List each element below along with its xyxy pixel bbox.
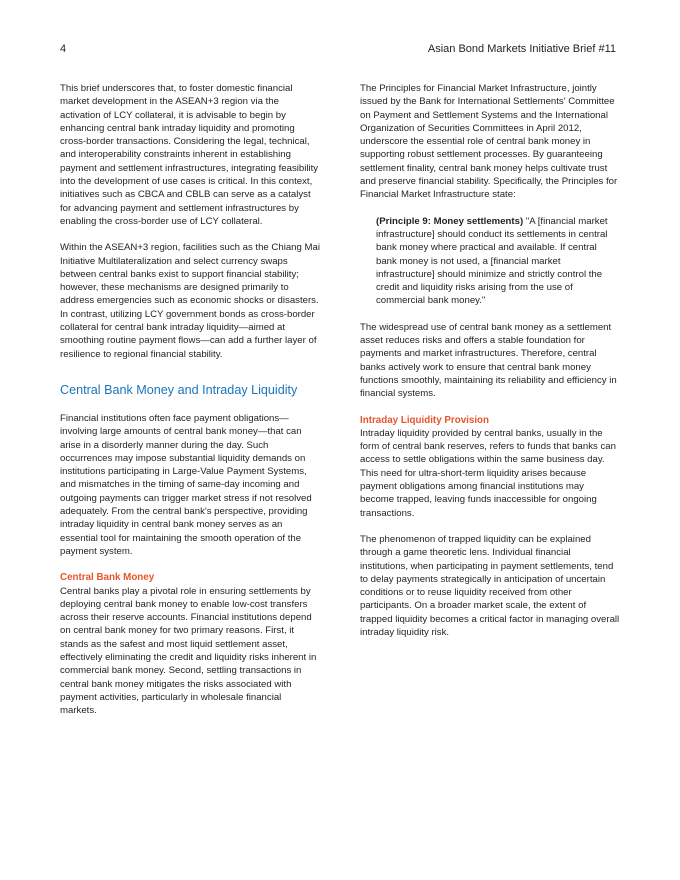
principle-quote [376,215,620,308]
central-bank-money-paragraph: Central banks play a pivotal role in ensuring settlements by deploying central bank money to enable low-cost transfers across their reserve accounts. Financial institutions depend on central bank money for two primary reasons. First, it stands as the safest and most liquid settlement asset, effectively eliminating the credit and liquidity risks inherent in commercial bank money. Second, settling transactions in central bank money mitigates the risks associated with payment activities, particularly in wholesale financial markets. [60,585,317,717]
right-column [360,82,620,652]
payment-obligations-paragraph: Financial institutions often face payment obligations—involving large amounts of central bank money—that can arise in a disorderly manner during the day. Such occurrences may impose substantial liquidity demands on institutions participating in Large-Value Payment Systems, and mismatches in the timing of same-day incoming and outgoing payments can trigger market stress if not resolved adequately. From the central bank's perspective, providing intraday liquidity in central bank money serves as an essential tool for maintaining the smooth operation of the payment system. [60,412,312,557]
running-header-title: Asian Bond Markets Initiative Brief #11 [427,43,616,55]
quote-lead: (Principle 9: Money settlements) [376,215,524,227]
subheading-central-bank-money: Central Bank Money [60,572,155,584]
left-column [60,82,320,730]
regional-facilities-paragraph: Within the ASEAN+3 region, facilities such as the Chiang Mai Initiative Multilateralization and select currency swaps between central banks exist to support financial stability; however, these mechanisms are designed primarily to address emergencies such as economic shocks or disasters. In contrast, utilizing LCY government bonds as cross-border collateral for central bank intraday liquidity—aimed at smoothing routine payment flows—can add a further layer of resilience to regional financial stability. [60,242,320,360]
intraday-liquidity-paragraph: Intraday liquidity provided by central banks, usually in the form of central bank reserves, refers to funds that banks can access to settle obligations within the same business day. This need for ultra-short-term liquidity arises because payment obligations among financial institutions may become trapped, leaving funds inaccessible for ongoing transactions. [360,427,616,519]
settlement-asset-paragraph: The widespread use of central bank money as a settlement asset reduces risks and offers a stable foundation for payments and market infrastructures. Therefore, central banks actively work to ensure that central bank money functions smoothly, maintaining its reliability and efficiency in financial systems. [360,321,617,400]
section-heading: Central Bank Money and Intraday Liquidity [60,382,298,397]
quote-text: "A [financial market infrastructure] should conduct its settlements in central bank money where practical and available. If central bank money is not used, a [financial market infrastructure] should minimize and strictly control the credit and liquidity risks arising from the use of commercial bank money." [376,215,608,307]
page-number: 4 [60,43,67,55]
pfmi-paragraph: The Principles for Financial Market Infrastructure, jointly issued by the Bank for International Settlements' Committee on Payment and Settlement Systems and the International Organization of Securities Committees in April 2012, underscore the essential role of central bank money in supporting robust settlement processes. By guaranteeing settlement finality, central bank money helps cultivate trust and preserve financial stability. Specifically, the Principles for Financial Market Infrastructure state: [360,83,618,201]
subheading-intraday-liquidity: Intraday Liquidity Provision [360,414,490,426]
trapped-liquidity-paragraph: The phenomenon of trapped liquidity can be explained through a game theoretic lens. Individual financial institutions, when participating in payment settlements, tend to delay payments strategically in anticipation of uncertain conditions or to reuse liquidity received from other participants. On a broader market scale, the extent of trapped liquidity becomes a critical factor in managing overall intraday liquidity risk. [360,533,620,638]
intro-paragraph: This brief underscores that, to foster domestic financial market development in the ASEAN+3 region via the activation of LCY collateral, it is advisable to begin by enhancing central bank intraday liquidity and promoting cross-border transactions. Considering the legal, technical, and interoperability constraints inherent in establishing payment and settlement infrastructures, integrating feasibility into the development of use cases is critical. In this context, initiatives such as CBCA and CBLB can serve as a catalyst for advancing payment and settlement infrastructures by enabling the cross-border use of LCY collateral. [60,83,319,227]
